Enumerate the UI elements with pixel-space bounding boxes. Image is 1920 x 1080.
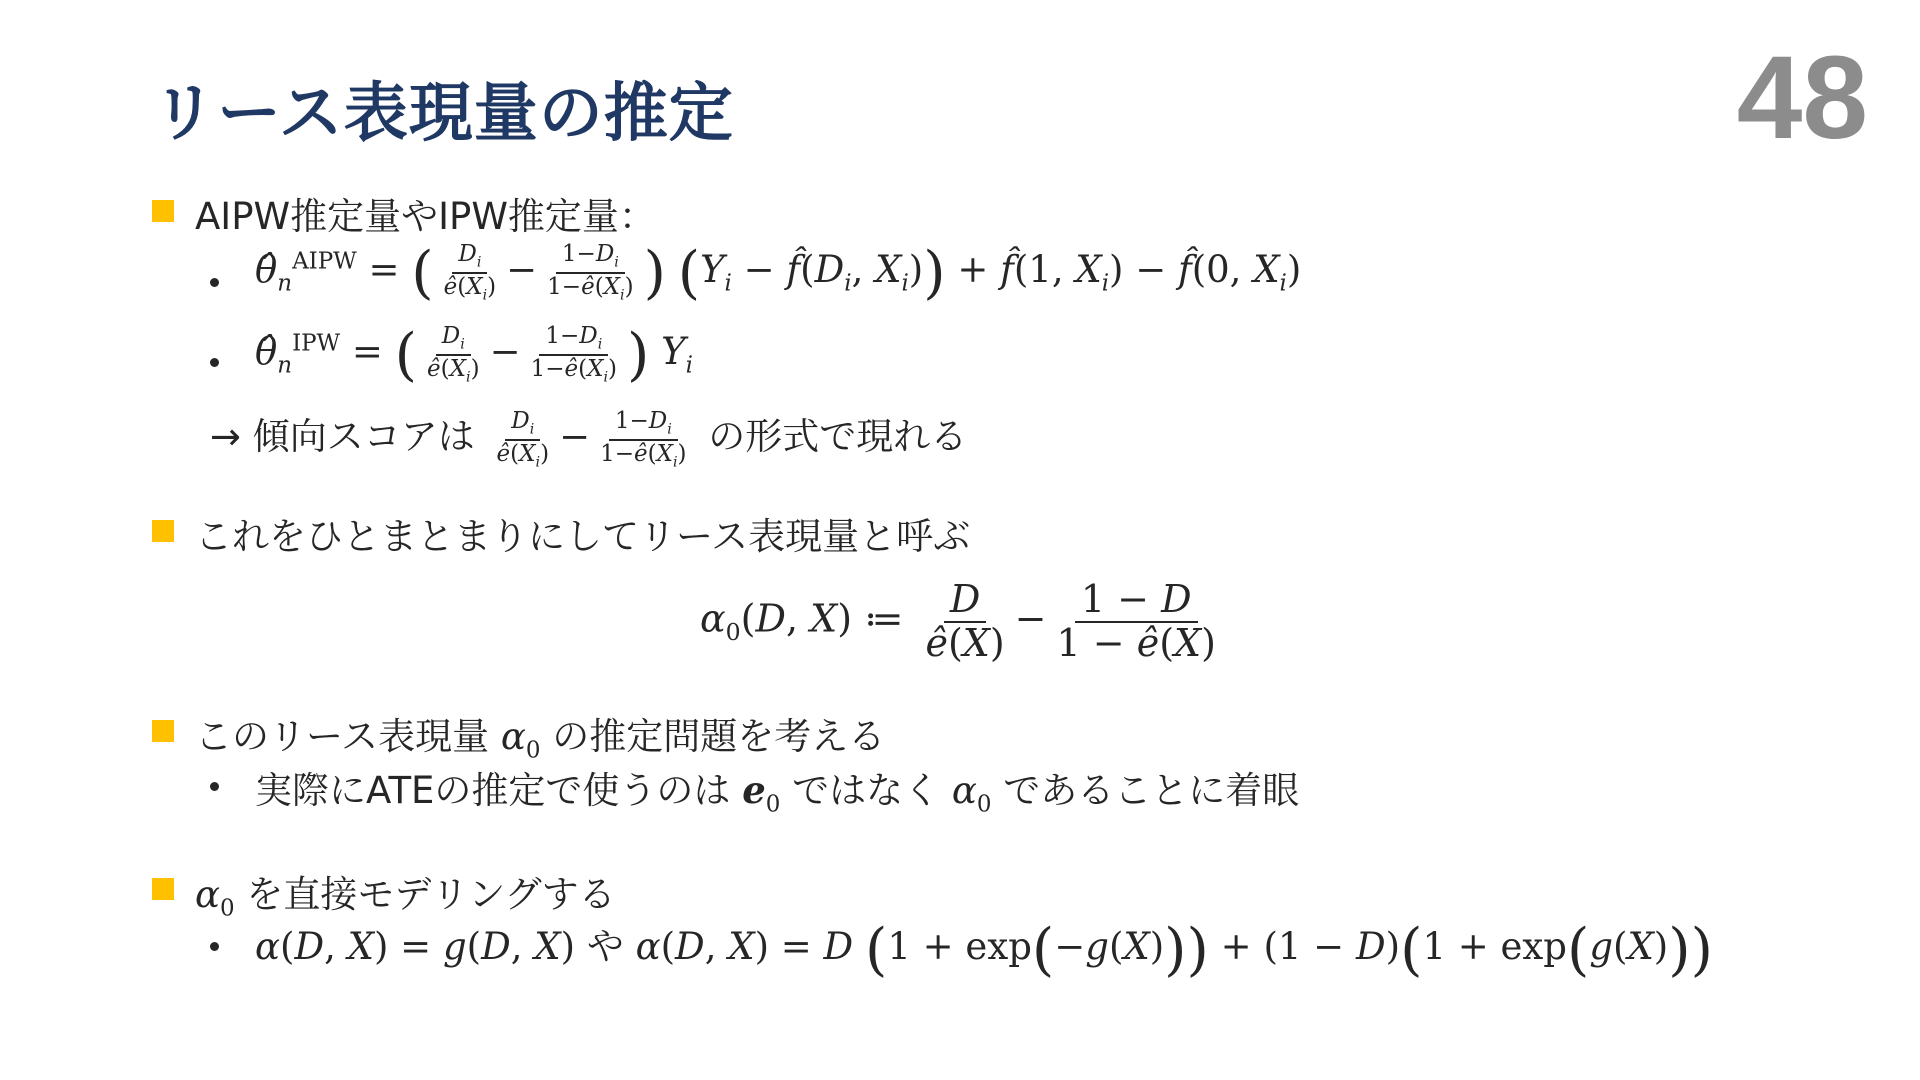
sub-bullet-dot-icon: [210, 782, 219, 791]
bullet-square-icon: [152, 878, 174, 900]
bullet-direct-modeling: $\alpha_0$ を直接モデリングする: [195, 873, 616, 922]
riesz-representer-definition: $\alpha_0(D$, X) ≔ $\frac{D}{ê(X)}$ − $\frac{1 - D}{1 - ê(X)}$: [700, 577, 1216, 665]
propensity-note-tail: の形式で現れる: [708, 415, 968, 458]
aipw-formula: $\thetâ_n^{AIPW}$ = ( $\frac{D_i}{ê(X_i)}$ − $\frac{1-D_i}{1-ê(X_i)}$ ) ($Y_i$ − $f̂(D_i$, $X_i$)) + f̂(1, $X_i$) − f̂(0, $X_i$): [255, 238, 1302, 306]
bullet-estimation-problem: このリース表現量 $\alpha_0$ の推定問題を考える: [195, 715, 886, 764]
sub-bullet-dot-icon: [210, 942, 219, 951]
bullet-square-icon: [152, 200, 174, 222]
propensity-note: → 傾向スコアは $\frac{D_i}{ê(X_i)}$ − $\frac{1-D_i}{1-ê(X_i)}$ の形式で現れる: [210, 407, 968, 471]
bullet-square-icon: [152, 520, 174, 542]
bullet-aipw-ipw: AIPW推定量やIPW推定量：: [195, 195, 656, 238]
ate-note-mid: ではなく: [792, 769, 941, 812]
bullet-riesz-name: これをひとまとまりにしてリース表現量と呼ぶ: [195, 515, 971, 558]
sub-bullet-ate-note: 実際にATEの推定で使うのは $e_0$ ではなく $\alpha_0$ であることに着眼: [255, 768, 1300, 818]
ipw-formula: $\thetâ_n^{IPW}$ = ( $\frac{D_i}{ê(X_i)}$ − $\frac{1-D_i}{1-ê(X_i)}$ ) $Y_i$: [255, 320, 693, 388]
sub-bullet-dot-icon: [210, 358, 219, 367]
modeling-formulas: α(D, X) = g(D, X) や α(D, X) = D (1 + exp(−g(X))) + (1 − D)(1 + exp(g(X))): [255, 915, 1713, 983]
bullet-square-icon: [152, 720, 174, 742]
ate-note-pre: 実際にATEの推定で使うのは: [255, 769, 731, 812]
sub-bullet-dot-icon: [210, 278, 219, 287]
bullet-estimation-post: の推定問題を考える: [552, 715, 886, 758]
modeling-connector: や: [586, 925, 624, 968]
slide-title: リース表現量の推定: [152, 77, 734, 151]
bullet-estimation-pre: このリース表現量: [195, 715, 490, 758]
page-number: 48: [1736, 32, 1868, 164]
ate-note-post: であることに着眼: [1003, 769, 1300, 812]
direct-modeling-post: を直接モデリングする: [246, 873, 616, 916]
propensity-note-head: → 傾向スコアは: [210, 415, 475, 458]
